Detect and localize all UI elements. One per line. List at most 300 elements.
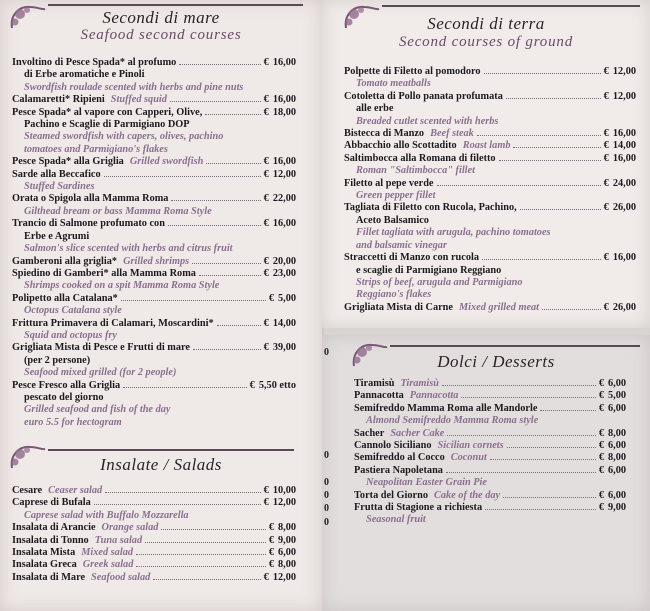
menu-item-row	[12, 342, 296, 354]
menu-item-row	[12, 535, 296, 547]
dish-name: Insalata Greca	[12, 559, 77, 571]
menu-item-row	[344, 252, 636, 264]
menu-item	[344, 66, 636, 91]
menu-item-row	[12, 256, 296, 268]
menu-item-row	[12, 94, 296, 106]
dish-price	[599, 490, 626, 502]
dish-name-continued: Aceto Balsamico	[356, 214, 429, 226]
dish-name-continued: alle erbe	[356, 103, 394, 115]
terra-items	[344, 66, 636, 314]
euro-icon: €	[598, 464, 604, 476]
menu-item-row	[12, 193, 296, 205]
header-rule	[390, 345, 640, 347]
euro-icon: €	[603, 66, 609, 77]
menu-item	[12, 156, 296, 168]
price-value: 8,00	[277, 522, 296, 534]
margin-mark: 0	[324, 490, 329, 501]
menu-item	[12, 522, 296, 534]
dish-price	[264, 156, 296, 168]
menu-item-row	[344, 302, 636, 314]
dish-english-description: Strips of beef, arugula and Parmigiano	[356, 276, 523, 288]
price-value: 16,00	[272, 94, 296, 106]
price-value: 12,00	[612, 90, 636, 102]
dot-leader	[513, 147, 600, 148]
dish-english-description: Caprese salad with Buffalo Mozzarella	[24, 509, 189, 521]
dish-english-description: Breaded cutlet scented with herbs	[356, 115, 499, 127]
dish-name: Gamberoni alla griglia*	[12, 255, 118, 267]
price-value: 5,00	[277, 292, 296, 304]
dish-price	[264, 342, 296, 354]
dish-english-description: Grilled seafood and fish of the day	[24, 404, 171, 416]
price-value: 8,00	[277, 559, 296, 571]
dish-english-name: Tuna salad	[94, 534, 143, 546]
menu-item-row	[354, 428, 626, 440]
dish-price	[604, 202, 636, 214]
dish-price	[264, 193, 296, 205]
euro-icon: €	[249, 379, 255, 391]
dish-name: Frutta di Stagione a richiesta	[354, 502, 483, 514]
dish-english-name: Grilled swordfish	[129, 156, 204, 168]
dot-leader	[199, 275, 261, 276]
dish-price	[604, 66, 636, 78]
dish-price	[264, 268, 296, 280]
dish-name: Pastiera Napoletana	[354, 464, 443, 476]
dish-name: Pesce Spada* al vapore con Capperi, Olive,	[12, 106, 203, 118]
menu-item	[344, 252, 636, 302]
dish-english-description: Squid and octopus fry	[24, 329, 117, 341]
dish-english-description: Fillet tagliata with arugula, pachino tomatoes	[356, 227, 551, 239]
euro-icon: €	[603, 128, 609, 140]
dish-english-name: Mixed salad	[81, 547, 133, 559]
dot-leader	[136, 554, 266, 555]
euro-icon: €	[263, 106, 269, 118]
price-value: 6,00	[607, 402, 626, 414]
dot-leader	[482, 259, 601, 260]
euro-icon: €	[263, 168, 269, 180]
price-value: 14,00	[272, 317, 296, 329]
dish-name: Abbacchio allo Scottadito	[344, 140, 457, 152]
menu-item	[12, 497, 296, 522]
euro-icon: €	[263, 497, 269, 509]
menu-item-row	[12, 107, 296, 119]
price-value: 6,00	[607, 440, 626, 452]
euro-icon: €	[263, 94, 269, 106]
menu-item-row	[12, 169, 296, 181]
price-value: 16,00	[612, 252, 636, 264]
dot-leader	[484, 73, 601, 74]
menu-item-row	[12, 522, 296, 534]
dish-name: Trancio di Salmone profumato con	[12, 218, 165, 230]
dot-leader	[461, 397, 595, 398]
dish-price	[604, 178, 636, 190]
menu-item	[354, 403, 626, 428]
price-value: 23,00	[272, 267, 296, 279]
price-value: 9,00	[277, 534, 296, 546]
menu-item-row	[354, 502, 626, 514]
dish-english-description: Octopus Catalana style	[24, 305, 122, 317]
left-menu-panel	[0, 0, 322, 611]
menu-item-row	[344, 128, 636, 140]
dish-name: Filetto al pepe verde	[344, 177, 434, 189]
dish-english-description: Almond Semifreddo Mamma Roma style	[366, 415, 539, 427]
dot-leader	[206, 163, 260, 164]
dish-english-description: Roman "Saltimbocca" fillet	[356, 165, 475, 177]
euro-icon: €	[263, 485, 269, 496]
menu-item	[344, 202, 636, 252]
dish-english-description: Shrimps cooked on a spit Mamma Roma Style	[24, 280, 220, 292]
menu-item	[12, 94, 296, 106]
dish-english-name: Sacher Cake	[390, 427, 445, 439]
euro-icon: €	[603, 140, 609, 152]
menu-item-row	[12, 318, 296, 330]
header-rule	[48, 449, 294, 451]
dot-leader	[168, 225, 261, 226]
menu-item-row	[12, 218, 296, 230]
dish-english-name: Tiramisù	[400, 378, 439, 389]
dish-price	[264, 485, 296, 497]
dish-name: Cannolo Siciliano	[354, 440, 432, 452]
dish-price	[269, 535, 296, 547]
section-subtitle-mare: Seafood second courses	[80, 27, 242, 43]
menu-item-row	[12, 572, 296, 584]
dish-english-name: Stuffed squid	[110, 94, 167, 106]
dish-name: Semifreddo Mamma Roma alle Mandorle	[354, 402, 538, 414]
price-value: 14,00	[612, 140, 636, 152]
price-value: 8,00	[607, 427, 626, 439]
price-value: 22,00	[272, 193, 296, 205]
right-top-menu-panel	[322, 0, 650, 328]
dish-english-name: Seafood salad	[91, 571, 151, 583]
dish-name: Insalata di Mare	[12, 571, 86, 583]
dish-price	[269, 559, 296, 571]
euro-icon: €	[598, 427, 604, 439]
dot-leader	[171, 200, 260, 201]
price-value: 6,00	[277, 547, 296, 559]
price-value: 12,00	[272, 497, 296, 509]
dish-name-continued: pescato del giorno	[24, 391, 104, 403]
price-value: 16,00	[612, 152, 636, 164]
dish-price	[599, 403, 626, 415]
price-value: 24,00	[612, 177, 636, 189]
dot-leader	[446, 472, 596, 473]
dish-english-description: Green pepper fillet	[356, 190, 436, 202]
dot-leader	[153, 579, 260, 580]
dish-name: Insalata di Tonno	[12, 534, 89, 546]
dish-name: Insalata di Arancie	[12, 522, 96, 534]
dish-price	[599, 378, 626, 390]
menu-item	[344, 128, 636, 140]
dish-price	[264, 169, 296, 181]
dish-english-description: Salmon's slice scented with herbs and citrus fruit	[24, 243, 233, 255]
dish-english-name: Ceaser salad	[48, 485, 103, 496]
dolci-items	[354, 378, 626, 527]
dot-leader	[499, 160, 601, 161]
menu-item-row	[12, 380, 296, 392]
dish-price	[264, 318, 296, 330]
dish-price	[599, 440, 626, 452]
dish-price	[604, 140, 636, 152]
dish-english-name: Beef steak	[430, 128, 474, 140]
dish-name: Grigliata Mista di Carne	[344, 301, 453, 313]
dish-english-name: Mixed grilled meat	[458, 301, 540, 313]
dish-english-name: Orange salad	[101, 522, 159, 534]
header-rule	[382, 5, 640, 7]
dot-leader	[161, 529, 265, 530]
dish-price	[604, 128, 636, 140]
euro-icon: €	[268, 547, 274, 559]
euro-icon: €	[268, 559, 274, 571]
price-value: 12,00	[612, 66, 636, 77]
dish-name: Cesare	[12, 485, 43, 496]
dish-price	[264, 107, 296, 119]
margin-mark: 0	[324, 517, 329, 528]
dot-leader	[477, 135, 601, 136]
dot-leader	[437, 185, 601, 186]
dish-name: Insalata Mista	[12, 547, 76, 559]
dish-name-continued: Pachino e Scaglie di Parmigiano DOP	[24, 119, 190, 131]
dish-name: Polipetto alla Catalana*	[12, 292, 118, 304]
section-subtitle-terra: Second courses of ground	[398, 34, 574, 50]
dish-price	[604, 252, 636, 264]
dish-english-description: euro 5.5 for hectogram	[24, 416, 122, 428]
price-value: 6,00	[607, 489, 626, 501]
menu-item-row	[12, 268, 296, 280]
menu-item	[12, 485, 296, 497]
menu-item	[12, 107, 296, 157]
euro-icon: €	[598, 378, 604, 389]
dot-leader	[507, 447, 596, 448]
euro-icon: €	[263, 317, 269, 329]
dish-english-name: Sicilian cornets	[437, 440, 504, 452]
dot-leader	[520, 209, 601, 210]
menu-item-row	[354, 390, 626, 402]
menu-item	[354, 378, 626, 390]
dish-name: Sacher	[354, 427, 385, 439]
menu-item	[344, 153, 636, 178]
right-bottom-menu-panel	[322, 335, 650, 611]
euro-icon: €	[603, 90, 609, 102]
mare-items	[12, 57, 296, 429]
euro-icon: €	[263, 267, 269, 279]
price-value: 12,00	[272, 168, 296, 180]
menu-item	[12, 293, 296, 318]
dish-name-continued: di Erbe aromatiche e Pinoli	[24, 69, 145, 81]
price-value: 26,00	[612, 202, 636, 214]
dot-leader	[193, 349, 261, 350]
dot-leader	[94, 504, 261, 505]
dot-leader	[192, 263, 261, 264]
dish-price	[264, 94, 296, 106]
dish-price	[264, 497, 296, 509]
menu-item	[344, 302, 636, 314]
menu-item-row	[12, 156, 296, 168]
dish-name: Cotoletta di Pollo panata profumata	[344, 90, 503, 102]
euro-icon: €	[603, 177, 609, 189]
price-value: 16,00	[272, 156, 296, 168]
menu-item-row	[12, 293, 296, 305]
dish-price	[264, 256, 296, 268]
euro-icon: €	[263, 571, 269, 583]
euro-icon: €	[598, 402, 604, 414]
dish-english-name: Greek salad	[82, 559, 134, 571]
dish-name: Orata o Spigola alla Mamma Roma	[12, 193, 169, 205]
menu-item	[12, 268, 296, 293]
euro-icon: €	[603, 152, 609, 164]
dish-price	[599, 502, 626, 514]
dish-english-name: Roast lamb	[462, 140, 511, 152]
dish-name: Grigliata Mista di Pesce e Frutti di mare	[12, 342, 190, 354]
price-value: 6,00	[607, 464, 626, 476]
price-value: 5,00	[607, 390, 626, 402]
menu-item	[12, 169, 296, 194]
dot-leader	[442, 385, 596, 386]
dot-leader	[136, 566, 265, 567]
dish-name: Pesce Fresco alla Griglia	[12, 379, 121, 391]
insalate-items	[12, 485, 296, 584]
dot-leader	[145, 542, 266, 543]
dish-name: Polpette di Filetto al pomodoro	[344, 66, 481, 77]
menu-item	[12, 193, 296, 218]
dish-english-name: Grilled shrimps	[123, 255, 190, 267]
menu-item-row	[344, 153, 636, 165]
section-title-insalate: Insalate / Salads	[100, 455, 222, 474]
dish-name: Sarde alla Beccafico	[12, 168, 101, 180]
menu-item-row	[12, 559, 296, 571]
dot-leader	[179, 64, 260, 65]
price-value: 26,00	[612, 301, 636, 313]
menu-item-row	[354, 465, 626, 477]
dish-price	[604, 91, 636, 103]
dish-name-continued: Erbe e Agrumi	[24, 230, 90, 242]
price-value: 10,00	[272, 485, 296, 496]
dish-english-description: Seasonal fruit	[366, 514, 426, 526]
menu-item-row	[12, 497, 296, 509]
price-value: 16,00	[612, 128, 636, 140]
dot-leader	[485, 509, 596, 510]
dish-price	[264, 57, 296, 69]
euro-icon: €	[598, 452, 604, 464]
dish-name-continued: (per 2 persone)	[24, 354, 91, 366]
dish-name: Straccetti di Manzo con rucola	[344, 252, 479, 264]
dot-leader	[447, 435, 595, 436]
dot-leader	[542, 309, 601, 310]
menu-item	[344, 140, 636, 152]
euro-icon: €	[598, 440, 604, 452]
euro-icon: €	[268, 292, 274, 304]
dish-english-name: Coconut	[450, 452, 487, 464]
menu-item-row	[344, 202, 636, 214]
price-value: 18,00	[272, 106, 296, 118]
dish-price	[269, 293, 296, 305]
menu-item-row	[344, 66, 636, 78]
dish-price	[269, 547, 296, 559]
menu-item	[12, 559, 296, 571]
euro-icon: €	[603, 252, 609, 264]
dot-leader	[104, 176, 261, 177]
dish-name: Frittura Primavera di Calamari, Moscardini*	[12, 317, 214, 329]
margin-mark: 0	[324, 477, 329, 488]
price-value: 8,00	[607, 452, 626, 464]
dot-leader	[540, 410, 595, 411]
menu-item-row	[354, 452, 626, 464]
dish-english-description: Reggiano's flakes	[356, 289, 432, 301]
dish-price	[599, 452, 626, 464]
menu-item	[354, 465, 626, 490]
menu-item	[12, 380, 296, 430]
dish-name: Torta del Giorno	[354, 489, 428, 501]
dish-name: Pesce Spada* alla Griglia	[12, 156, 124, 168]
dot-leader	[490, 459, 596, 460]
menu-item	[354, 490, 626, 502]
dish-name: Tiramisù	[354, 378, 395, 389]
euro-icon: €	[263, 218, 269, 230]
menu-item	[12, 535, 296, 547]
menu-item-row	[354, 490, 626, 502]
dish-name: Tagliata di Filetto con Rucola, Pachino,	[344, 202, 517, 214]
dish-english-description: Seafood mixed grilled (for 2 people)	[24, 367, 177, 379]
dish-name: Caprese di Bufala	[12, 497, 91, 509]
section-title-mare: Secondi di mare	[102, 8, 220, 27]
dish-name: Pannacotta	[354, 390, 404, 402]
dish-name: Spiedino di Gamberi* alla Mamma Roma	[12, 267, 196, 279]
margin-mark: 0	[324, 450, 329, 461]
header-rule	[48, 4, 303, 6]
dot-leader	[506, 98, 601, 99]
dish-price	[264, 572, 296, 584]
euro-icon: €	[263, 255, 269, 267]
dish-price	[604, 302, 636, 314]
menu-item	[344, 178, 636, 203]
dish-name: Semifreddo al Cocco	[354, 452, 445, 464]
dish-english-description: Swordfish roulade scented with herbs and pine nuts	[24, 81, 244, 93]
dish-english-description: Gilthead bream or bass Mamma Roma Style	[24, 205, 212, 217]
price-value: 39,00	[272, 342, 296, 354]
menu-item	[354, 502, 626, 527]
dish-english-name: Pannacotta	[409, 390, 459, 402]
margin-mark: 0	[324, 503, 329, 514]
price-value: 9,00	[607, 502, 626, 514]
menu-item	[12, 342, 296, 379]
dish-english-description: and balsamic vinegar	[356, 239, 447, 251]
price-value: 12,00	[272, 571, 296, 583]
euro-icon: €	[263, 57, 269, 68]
dish-name: Bistecca di Manzo	[344, 128, 425, 140]
euro-icon: €	[603, 301, 609, 313]
menu-item-row	[12, 547, 296, 559]
euro-icon: €	[268, 522, 274, 534]
euro-icon: €	[598, 390, 604, 402]
dish-english-description: Stuffed Sardines	[24, 181, 95, 193]
price-value: 16,00	[272, 218, 296, 230]
dot-leader	[105, 492, 260, 493]
dot-leader	[170, 101, 261, 102]
dish-price	[264, 218, 296, 230]
euro-icon: €	[263, 342, 269, 354]
section-title-dolci: Dolci / Desserts	[437, 352, 555, 371]
dish-english-description: Tomato meatballs	[356, 78, 431, 90]
euro-icon: €	[268, 534, 274, 546]
menu-item	[354, 390, 626, 402]
dish-price	[599, 390, 626, 402]
menu-item	[12, 57, 296, 94]
menu-item	[12, 547, 296, 559]
euro-icon: €	[263, 193, 269, 205]
dish-price	[250, 380, 296, 392]
dish-name: Calamaretti* Ripieni	[12, 94, 105, 106]
menu-item-row	[344, 178, 636, 190]
dish-english-description: Neapolitan Easter Grain Pie	[366, 477, 487, 489]
menu-item-row	[354, 403, 626, 415]
